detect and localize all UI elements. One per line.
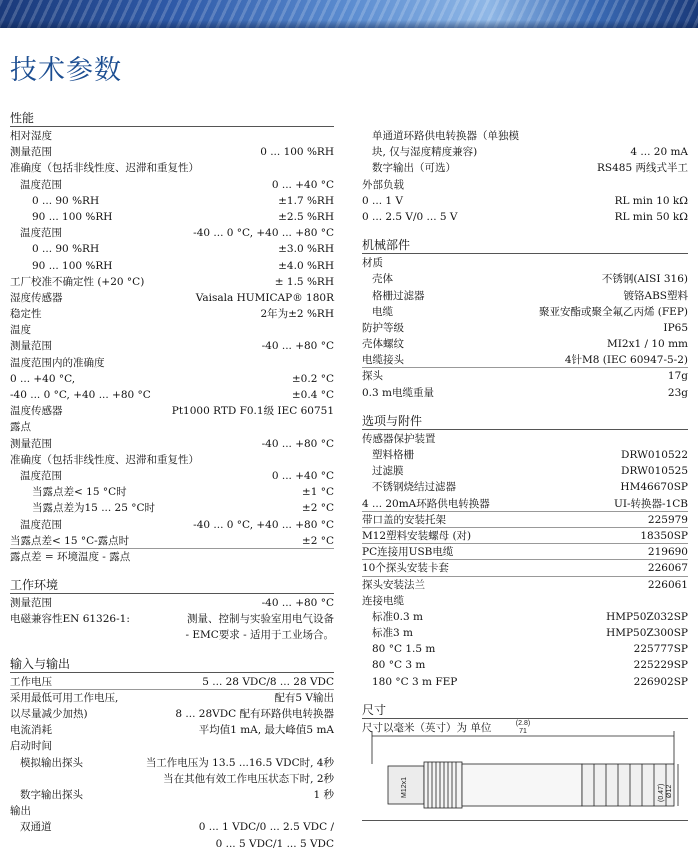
spec-label: 温度传感器 bbox=[10, 405, 63, 418]
spec-value: 0 ... 5 VDC/1 ... 5 VDC bbox=[215, 837, 334, 850]
spec-row bbox=[10, 690, 334, 706]
spec-row bbox=[10, 338, 334, 354]
spec-label: 启动时间 bbox=[10, 740, 52, 753]
spec-row bbox=[10, 549, 334, 565]
spec-label: 当露点差为15 ... 25 °C时 bbox=[32, 502, 156, 515]
spec-label: 露点差 = 环境温度 - 露点 bbox=[10, 550, 131, 563]
probe-body bbox=[462, 764, 582, 806]
spec-label: 80 °C 3 m bbox=[372, 659, 426, 672]
spec-value: 5 ... 28 VDC/8 ... 28 VDC bbox=[202, 675, 334, 688]
spec-row bbox=[10, 419, 334, 435]
spec-value: -40 ... +80 °C bbox=[261, 437, 334, 450]
spec-value: HMP50Z032SP bbox=[606, 610, 688, 623]
spec-row bbox=[10, 306, 334, 322]
spec-value: IP65 bbox=[663, 321, 688, 334]
spec-value: ±1 °C bbox=[301, 486, 334, 499]
spec-row bbox=[10, 484, 334, 500]
section-heading: 尺寸 bbox=[362, 702, 688, 719]
section-gap bbox=[362, 401, 688, 413]
spec-row bbox=[10, 706, 334, 722]
spec-row bbox=[10, 193, 334, 209]
spec-label: 测量范围 bbox=[10, 340, 52, 353]
section-gap bbox=[10, 644, 334, 656]
spec-row bbox=[362, 255, 688, 271]
spec-label: 标准3 m bbox=[372, 627, 413, 640]
spec-label: 电缆 bbox=[372, 305, 393, 318]
spec-value: 1 秒 bbox=[313, 788, 334, 801]
spec-row bbox=[10, 611, 334, 627]
spec-value: RL min 50 kΩ bbox=[614, 210, 688, 223]
spec-value: RL min 10 kΩ bbox=[614, 194, 688, 207]
section-heading: 性能 bbox=[10, 110, 334, 127]
spec-value: RS485 两线式半工 bbox=[597, 162, 688, 175]
spec-row bbox=[10, 674, 334, 690]
spec-value: 平均值1 mA, 最大峰值5 mA bbox=[198, 724, 334, 737]
spec-label: 0 ... 1 V bbox=[362, 194, 403, 207]
spec-row bbox=[10, 787, 334, 803]
spec-row bbox=[362, 368, 688, 384]
spec-row bbox=[10, 452, 334, 468]
spec-row bbox=[362, 577, 688, 593]
spec-label: -40 ... 0 °C, +40 ... +80 °C bbox=[10, 389, 151, 401]
section-gap bbox=[362, 225, 688, 237]
section-heading: 输入与输出 bbox=[10, 656, 334, 673]
spec-label: 测量范围 bbox=[10, 437, 52, 450]
spec-label: M12塑料安装螺母 (对) bbox=[362, 529, 472, 542]
spec-value: - EMC要求 - 适用于工业场合。 bbox=[185, 629, 334, 642]
spec-label: 准确度（包括非线性度、迟滞和重复性） bbox=[10, 453, 199, 466]
spec-label: 温度范围 bbox=[20, 227, 62, 240]
spec-row bbox=[362, 128, 688, 144]
spec-value: -40 ... +80 °C bbox=[261, 340, 334, 353]
section-heading: 工作环境 bbox=[10, 577, 334, 594]
spec-row bbox=[362, 528, 688, 544]
spec-value: 0 ... +40 °C bbox=[271, 469, 334, 482]
spec-row bbox=[10, 177, 334, 193]
spec-row bbox=[362, 560, 688, 576]
spec-value: 225229SP bbox=[633, 659, 688, 672]
spec-row bbox=[362, 304, 688, 320]
spec-row bbox=[10, 128, 334, 144]
spec-label: 标准0.3 m bbox=[372, 610, 423, 623]
spec-row bbox=[10, 771, 334, 787]
spec-label: 过滤膜 bbox=[372, 465, 404, 478]
spec-value: 225777SP bbox=[633, 643, 688, 656]
probe-dimension-drawing bbox=[362, 706, 688, 830]
spec-label: 温度范围内的准确度 bbox=[10, 356, 105, 369]
spec-value: 测量、控制与实验室用电气设备 bbox=[187, 613, 334, 626]
spec-label: 湿度传感器 bbox=[10, 291, 63, 304]
spec-label: 传感器保护装置 bbox=[362, 432, 436, 445]
spec-row bbox=[10, 436, 334, 452]
spec-label: 0 ... 2.5 V/0 ... 5 V bbox=[362, 210, 458, 223]
spec-value: ±0.2 °C bbox=[291, 372, 334, 385]
spec-value: 不锈钢(AISI 316) bbox=[601, 273, 688, 286]
dimension-label-diameter-mm: Ø12 bbox=[666, 784, 673, 798]
spec-value: 226061 bbox=[647, 578, 688, 591]
spec-value: 219690 bbox=[647, 546, 688, 559]
spec-label: 80 °C 1.5 m bbox=[372, 643, 436, 656]
left-column bbox=[10, 110, 334, 852]
spec-label: 0 ... 90 %RH bbox=[32, 194, 100, 207]
spec-row bbox=[362, 512, 688, 528]
spec-value: -40 ... 0 °C, +40 ... +80 °C bbox=[193, 518, 334, 531]
bottom-rule bbox=[362, 820, 688, 821]
spec-value: 226067 bbox=[647, 562, 688, 575]
spec-row bbox=[10, 627, 334, 643]
spec-value: 当在其他有效工作电压状态下时, 2秒 bbox=[163, 772, 334, 785]
spec-label: 露点 bbox=[10, 421, 31, 434]
spec-value: 8 ... 28VDC 配有环路供电转换器 bbox=[175, 708, 334, 720]
spec-label: 准确度（包括非线性度、迟滞和重复性） bbox=[10, 162, 199, 175]
spec-value: 23g bbox=[667, 386, 688, 399]
spec-row bbox=[362, 674, 688, 690]
probe-thread bbox=[424, 762, 462, 808]
spec-label: 采用最低可用工作电压, bbox=[10, 691, 119, 704]
spec-label: 工作电压 bbox=[10, 675, 52, 688]
spec-row bbox=[10, 160, 334, 176]
section-gap bbox=[10, 565, 334, 577]
spec-label: 不锈钢烧结过滤器 bbox=[372, 481, 456, 494]
spec-label: 电缆接头 bbox=[362, 354, 404, 367]
spec-row bbox=[362, 288, 688, 304]
spec-value: 配有5 V输出 bbox=[274, 691, 334, 704]
spec-row bbox=[10, 371, 334, 387]
spec-row bbox=[10, 722, 334, 738]
spec-label: 探头安装法兰 bbox=[362, 578, 425, 591]
spec-row bbox=[10, 355, 334, 371]
spec-label: 稳定性 bbox=[10, 308, 42, 321]
spec-row bbox=[10, 803, 334, 819]
spec-value: 2年为±2 %RH bbox=[260, 308, 334, 321]
spec-label: 4 ... 20mA环路供电转换器 bbox=[362, 497, 490, 510]
spec-value: DRW010525 bbox=[621, 465, 688, 478]
spec-row bbox=[10, 836, 334, 852]
spec-label: 单通道环路供电转换器（单独模 bbox=[372, 130, 519, 142]
spec-row bbox=[10, 755, 334, 771]
spec-label: 90 ... 100 %RH bbox=[32, 210, 113, 223]
banner-shade bbox=[0, 20, 698, 28]
spec-row bbox=[362, 479, 688, 495]
spec-value: HM46670SP bbox=[620, 481, 688, 494]
spec-value: ±2.5 %RH bbox=[278, 210, 334, 223]
spec-row bbox=[10, 517, 334, 533]
spec-value: MI2x1 / 10 mm bbox=[606, 338, 688, 351]
spec-label: 电磁兼容性EN 61326-1: bbox=[10, 613, 130, 626]
section-gap bbox=[362, 690, 688, 702]
spec-row bbox=[362, 177, 688, 193]
spec-value: Vaisala HUMICAP® 180R bbox=[195, 291, 334, 304]
spec-label: 温度范围 bbox=[20, 469, 62, 482]
spec-row bbox=[10, 274, 334, 290]
spec-value: HMP50Z300SP bbox=[606, 627, 688, 640]
spec-label: 工厂校准不确定性 (+20 °C) bbox=[10, 275, 145, 288]
spec-row bbox=[10, 738, 334, 754]
spec-row bbox=[362, 160, 688, 176]
spec-value: -40 ... 0 °C, +40 ... +80 °C bbox=[193, 227, 334, 240]
spec-row bbox=[362, 385, 688, 401]
spec-label: 壳体 bbox=[372, 273, 393, 286]
dimension-label-diameter-inch: (0.47) bbox=[658, 783, 665, 802]
right-column bbox=[362, 128, 688, 736]
spec-value: 225979 bbox=[647, 513, 688, 526]
spec-value: 226902SP bbox=[633, 675, 688, 688]
spec-row bbox=[362, 144, 688, 160]
spec-row bbox=[10, 500, 334, 516]
spec-value: ±2 °C bbox=[301, 534, 334, 547]
spec-row bbox=[362, 625, 688, 641]
spec-value: 4针M8 (IEC 60947-5-2) bbox=[564, 354, 688, 367]
spec-value: 镀铬ABS塑料 bbox=[623, 289, 688, 302]
spec-value: DRW010522 bbox=[621, 449, 688, 461]
spec-value: 0 ... 1 VDC/0 ... 2.5 VDC / bbox=[198, 821, 334, 834]
spec-value: ± 1.5 %RH bbox=[274, 275, 334, 288]
spec-row bbox=[10, 468, 334, 484]
spec-row bbox=[10, 209, 334, 225]
spec-label: 测量范围 bbox=[10, 597, 52, 610]
spec-row bbox=[10, 241, 334, 257]
spec-label: 防护等级 bbox=[362, 321, 404, 334]
spec-label: 连接电缆 bbox=[362, 594, 404, 607]
dimension-label-length-mm: 71 bbox=[519, 728, 527, 735]
spec-label: 0 ... +40 °C, bbox=[10, 372, 76, 385]
spec-value: ±1.7 %RH bbox=[278, 194, 334, 207]
spec-label: 相对湿度 bbox=[10, 130, 52, 142]
page-title: 技术参数 bbox=[10, 55, 122, 86]
spec-row bbox=[10, 290, 334, 306]
spec-label: 0 ... 90 %RH bbox=[32, 243, 100, 256]
spec-row bbox=[10, 225, 334, 241]
spec-value: ±0.4 °C bbox=[291, 389, 334, 401]
spec-row bbox=[362, 431, 688, 447]
spec-row bbox=[10, 144, 334, 160]
spec-value: 聚亚安酯或聚全氟乙丙烯 (FEP) bbox=[538, 305, 688, 318]
spec-label: 电流消耗 bbox=[10, 724, 52, 737]
spec-row bbox=[362, 657, 688, 673]
spec-label: 尺寸以毫米（英寸）为 单位 bbox=[362, 721, 492, 734]
spec-value: Pt1000 RTD F0.1级 IEC 60751 bbox=[171, 405, 334, 418]
spec-value: UI-转换器-1CB bbox=[613, 497, 688, 510]
spec-label: 壳体螺纹 bbox=[362, 338, 404, 351]
spec-label: 测量范围 bbox=[10, 146, 52, 159]
spec-row bbox=[362, 609, 688, 625]
spec-row bbox=[10, 595, 334, 611]
spec-label: 外部负载 bbox=[362, 178, 404, 191]
spec-row bbox=[362, 463, 688, 479]
spec-value: 18350SP bbox=[640, 529, 688, 542]
spec-value: ±2 °C bbox=[301, 502, 334, 515]
spec-row bbox=[362, 641, 688, 657]
spec-row bbox=[10, 403, 334, 419]
spec-label: 90 ... 100 %RH bbox=[32, 259, 113, 272]
spec-value: 0 ... 100 %RH bbox=[260, 146, 334, 159]
spec-label: 模拟输出探头 bbox=[20, 756, 83, 769]
spec-value: 4 ... 20 mA bbox=[630, 146, 688, 159]
dimension-label-thread: M12x1 bbox=[401, 776, 408, 798]
spec-row bbox=[362, 352, 688, 368]
spec-label: 带口盖的安装托架 bbox=[362, 513, 446, 526]
spec-row bbox=[362, 336, 688, 352]
spec-row bbox=[362, 209, 688, 225]
spec-row bbox=[362, 593, 688, 609]
spec-value: ±4.0 %RH bbox=[278, 259, 334, 272]
spec-row bbox=[362, 271, 688, 287]
spec-label: 10个探头安装卡套 bbox=[362, 562, 449, 575]
spec-label: 温度范围 bbox=[20, 518, 62, 531]
spec-label: 探头 bbox=[362, 370, 383, 383]
spec-value: -40 ... +80 °C bbox=[261, 597, 334, 610]
spec-row bbox=[10, 258, 334, 274]
spec-label: 数字输出（可选） bbox=[372, 162, 456, 175]
spec-value: 17g bbox=[667, 370, 688, 383]
spec-value: 当工作电压为 13.5 ...16.5 VDC时, 4秒 bbox=[145, 756, 334, 769]
spec-label: 块, 仅与湿度精度兼容) bbox=[372, 146, 478, 159]
spec-row bbox=[362, 496, 688, 512]
spec-row bbox=[10, 322, 334, 338]
spec-row bbox=[362, 544, 688, 560]
spec-label: 温度范围 bbox=[20, 178, 62, 191]
spec-value: 0 ... +40 °C bbox=[271, 178, 334, 191]
spec-value: ±3.0 %RH bbox=[278, 243, 334, 256]
spec-row bbox=[362, 447, 688, 463]
spec-row bbox=[10, 533, 334, 549]
spec-label: 格栅过滤器 bbox=[372, 289, 425, 302]
spec-label: 材质 bbox=[362, 257, 383, 270]
spec-row bbox=[362, 193, 688, 209]
spec-label: PC连接用USB电缆 bbox=[362, 546, 454, 559]
spec-row bbox=[10, 387, 334, 403]
spec-label: 180 °C 3 m FEP bbox=[372, 675, 458, 688]
spec-row bbox=[10, 819, 334, 835]
spec-label: 温度 bbox=[10, 324, 31, 337]
section-heading: 选项与附件 bbox=[362, 413, 688, 430]
spec-label: 塑料格栅 bbox=[372, 449, 414, 461]
spec-label: 双通道 bbox=[20, 821, 52, 834]
header-banner bbox=[0, 0, 698, 28]
spec-row bbox=[362, 320, 688, 336]
spec-label: 输出 bbox=[10, 805, 31, 818]
spec-label: 0.3 m电缆重量 bbox=[362, 386, 434, 399]
spec-label: 以尽量减少加热) bbox=[10, 708, 88, 720]
spec-label: 当露点差< 15 °C时 bbox=[32, 486, 127, 499]
spec-label: 数字输出探头 bbox=[20, 788, 83, 801]
dimension-label-length-inch: (2.8) bbox=[515, 720, 531, 727]
spec-label: 当露点差< 15 °C-露点时 bbox=[10, 534, 130, 547]
section-heading: 机械部件 bbox=[362, 237, 688, 254]
